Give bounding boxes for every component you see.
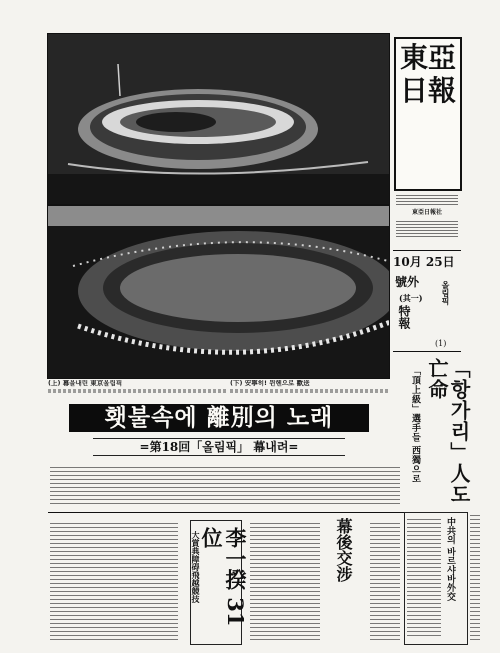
caption-bottom-title: (下) 安寧히! 뮌헨으로 歡送 xyxy=(230,380,310,387)
diplomacy-article xyxy=(404,512,468,645)
photo-caption-left xyxy=(48,380,226,400)
article-body-edge xyxy=(470,515,480,643)
lee-subhead: 大賞典障碍飛越競技 xyxy=(191,531,201,603)
dateline-block xyxy=(393,250,461,352)
hungarian-defection-headline: 「항가리」人도 亡命 xyxy=(425,358,471,505)
section-divider xyxy=(48,512,448,513)
article-body-center xyxy=(250,520,320,643)
main-headline: 횃불속에 離別의 노래 xyxy=(69,404,369,432)
main-headline-box xyxy=(63,404,375,460)
caption-fine-print xyxy=(230,389,388,393)
diplomacy-headline: 中共의 바르샤바外交 xyxy=(445,517,455,602)
issue-date: 10月 25日 xyxy=(393,255,455,269)
lee-article xyxy=(190,520,248,645)
page-note: (1) xyxy=(435,339,447,348)
hungarian-defection-subhead: 「頂上級」選手들 西獨으로 xyxy=(410,366,420,484)
lee-headline: 李一揆 31位 xyxy=(199,527,248,627)
behind-scenes-headline: 幕後交涉 xyxy=(334,518,353,582)
main-subhead: =第18回「올림픽」 幕내려= xyxy=(93,438,345,456)
article-body-left xyxy=(50,520,178,643)
masthead xyxy=(394,37,462,191)
publisher-name: 東亞日報社 xyxy=(411,209,442,216)
newspaper-name: 東亞日報 xyxy=(399,41,456,107)
masthead-fine-print xyxy=(396,193,458,243)
issue-label: 號外 xyxy=(395,275,420,289)
topic-label: 올림픽 xyxy=(441,281,451,305)
caption-fine-print xyxy=(48,389,226,393)
right-rail xyxy=(404,358,471,508)
stadium-night-image xyxy=(48,206,389,378)
article-body-main xyxy=(50,465,400,507)
caption-top-title: (上) 幕을내린 東京올림픽 xyxy=(48,380,123,387)
stadium-photo-bottom xyxy=(47,205,390,379)
photo-caption-right xyxy=(230,380,388,400)
stadium-aerial-image xyxy=(48,34,389,204)
article-body-mid xyxy=(370,520,400,643)
diplomacy-body xyxy=(407,517,441,639)
behind-scenes-article xyxy=(322,514,368,642)
stadium-photo-top xyxy=(47,33,390,205)
issue-number: (其一) xyxy=(399,293,423,303)
special-label: 特報 xyxy=(397,305,411,329)
